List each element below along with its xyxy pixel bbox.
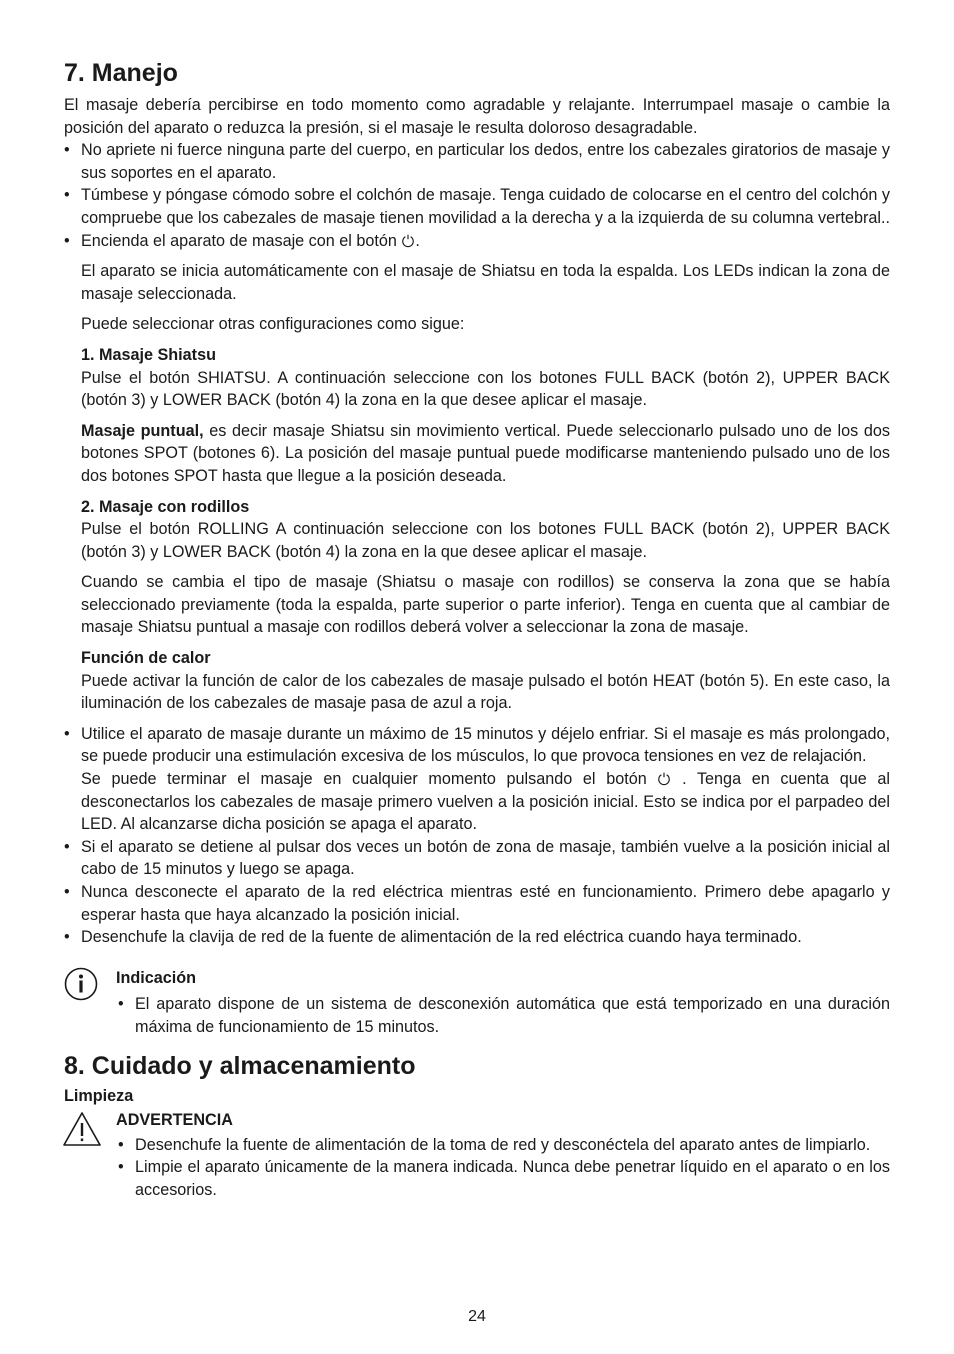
page-number: 24 [468, 1308, 486, 1325]
warning-title: ADVERTENCIA [116, 1111, 233, 1130]
change-paragraph: Cuando se cambia el tipo de masaje (Shiatsu o masaje con rodillos) se conserva la zona que se había seleccionado previamente (toda la espalda, parte superior o parte inferior). Tenga en cuenta que al cambiar de masaje Shiatsu puntual a masaje con rodillos deberá volver a seleccionar la zona de masaje. [81, 573, 890, 637]
shiatsu-heading: 1. Masaje Shiatsu [81, 345, 216, 364]
note-box [64, 967, 890, 1039]
warning-bullet: • Limpie el aparato únicamente de la manera indicada. Nunca debe penetrar líquido en el aparato o en los accesorios. [116, 1156, 890, 1201]
bullet-text: Encienda el aparato de masaje con el botón [81, 231, 397, 250]
power-icon [657, 772, 671, 786]
info-icon [64, 967, 98, 1001]
bullet-item [64, 723, 890, 836]
bullet-item [64, 230, 890, 253]
cleaning-heading: Limpieza [64, 1086, 134, 1105]
heat-paragraph: Puede activar la función de calor de los cabezales de masaje pulsado el botón HEAT (botón 5). En este caso, la iluminación de los cabezales de masaje pasa de azul a roja. [81, 671, 890, 713]
rolling-heading: 2. Masaje con rodillos [81, 497, 250, 516]
other-configs-paragraph: Puede seleccionar otras configuraciones como sigue: [81, 315, 465, 334]
shiatsu-paragraph: Pulse el botón SHIATSU. A continuación seleccione con los botones FULL BACK (botón 2), UPPER BACK (botón 3) y LOWER BACK (botón 4) la zona en la que desee aplicar el masaje. [81, 368, 890, 410]
bullet-item: • No apriete ni fuerce ninguna parte del cuerpo, en particular los dedos, entre los cabezales giratorios de masaje y sus soportes en el aparato. [64, 139, 890, 184]
bullet-item: • Si el aparato se detiene al pulsar dos veces un botón de zona de masaje, también vuelve a la posición inicial al cabo de 15 minutos y luego se apaga. [64, 836, 890, 881]
spot-bold: Masaje puntual, [81, 421, 204, 440]
warning-bullet: • Desenchufe la fuente de alimentación de la toma de red y desconéctela del aparato antes de limpiarlo. [116, 1134, 890, 1157]
auto-start-paragraph: El aparato se inicia automáticamente con el masaje de Shiatsu en toda la espalda. Los LEDs indican la zona de masaje seleccionada. [81, 262, 890, 303]
bullet-item: • Desenchufe la clavija de red de la fuente de alimentación de la red eléctrica cuando haya terminado. [64, 926, 890, 949]
stop-text-end: . Tenga en cuenta que al desconectarlos los cabezales de masaje primero vuelven a la posición inicial. Esto se indica por el parpadeo del LED. Al alcanzarse dicha posición se apaga el aparato. [81, 770, 890, 834]
section-8-title: 8. Cuidado y almacenamiento [64, 1051, 416, 1080]
heat-heading: Función de calor [81, 649, 211, 668]
bullet-item: • Nunca desconecte el aparato de la red eléctrica mientras esté en funcionamiento. Primero debe apagarlo y esperar hasta que haya alcanzado la posición inicial. [64, 881, 890, 926]
spot-paragraph [64, 420, 890, 488]
power-icon [401, 234, 415, 248]
rolling-paragraph: Pulse el botón ROLLING A continuación seleccione con los botones FULL BACK (botón 2), UPPER BACK (botón 3) y LOWER BACK (botón 4) la zona en la que desee aplicar el masaje. [81, 520, 890, 561]
spot-text: es decir masaje Shiatsu sin movimiento vertical. Puede seleccionarlo pulsado uno de los dos botones SPOT (botones 6). La posición del masaje puntual puede modificarse manteniendo pulsado uno de los dos botones SPOT hasta que llegue a la posición deseada. [81, 421, 890, 485]
stop-text-start: Se puede terminar el masaje en cualquier momento pulsando el botón [81, 770, 647, 789]
note-title: Indicación [116, 968, 197, 987]
note-bullet: • El aparato dispone de un sistema de desconexión automática que está temporizado en una duración máxima de funcionamiento de 15 minutos. [116, 993, 890, 1038]
bullet-text: • Utilice el aparato de masaje durante un máximo de 15 minutos y déjelo enfriar. Si el masaje es más prolongado, se puede producir una estimulación excesiva de los músculos, lo que provoca tensiones en vez de relajación. [81, 724, 890, 766]
stop-paragraph [81, 768, 890, 836]
section-7-title: 7. Manejo [64, 59, 178, 87]
bullet-item: • Túmbese y póngase cómodo sobre el colchón de masaje. Tenga cuidado de colocarse en el centro del colchón y compruebe que los cabezales de masaje tienen movilidad a la derecha y a la izquierda de su columna vertebral.. [64, 184, 890, 229]
page-content [64, 56, 890, 1202]
intro-paragraph: El masaje debería percibirse en todo momento como agradable y relajante. Interrumpael masaje o cambie la posición del aparato o reduzca la presión, si el masaje le resulta doloroso desagradable. [64, 96, 890, 137]
warning-icon [62, 1111, 102, 1147]
bullet-text-end: . [415, 231, 420, 250]
warning-box [64, 1109, 890, 1201]
